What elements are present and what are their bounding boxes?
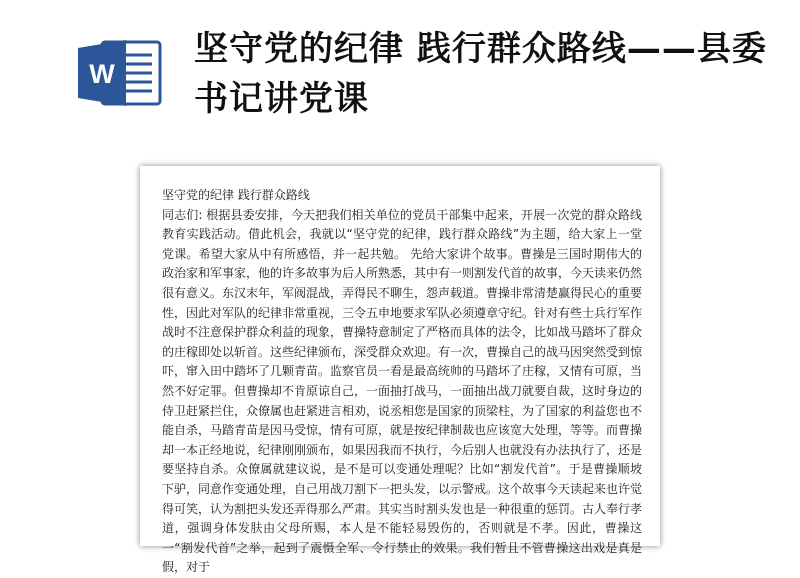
document-page — [140, 166, 660, 575]
page-title: 坚守党的纪律 践行群众路线——县委书记讲党课 — [194, 29, 767, 119]
document-content — [162, 186, 642, 578]
document-title: 坚守党的纪律 践行群众路线 — [162, 188, 310, 202]
word-document-icon — [78, 38, 164, 108]
word-icon-letter: W — [89, 59, 115, 89]
document-header — [0, 0, 800, 150]
document-body: 同志们: 根据县委安排，今天把我们相关单位的党员干部集中起来，开展一次党的群众路线教育实践活动。借此机会，我就以“坚守党的纪律，践行群众路线”为主题，给大家上一堂党课。希望大家从中有所感悟，并一起共勉。 先给大家讲个故事。曹操是三国时期伟大的政治家和军事家，他的许多故事为后人所熟悉，其中有一则割发代首的故事，今天读来仍然很有意义。东汉末年，军阀混战，弄得民不聊生，怨声载道。曹操非常清楚赢得民心的重要性，因此对军队的纪律非常重视，三令五申地要求军队必须遵章守纪。针对有些士兵行军作战时不注意保护群众利益的现象，曹操特意制定了严格而具体的法令，比如战马踏坏了群众的庄稼即处以斩首。这些纪律颁布，深受群众欢迎。有一次，曹操自己的战马因突然受到惊吓，窜入田中踏坏了几颗青苗。监察官员一看是最高统帅的马踏坏了庄稼，又情有可原，当然不好定罪。但曹操却不肯原谅自己，一面抽打战马，一面抽出战刀就要自裁，这时身边的侍卫赶紧拦住，众僚属也赶紧进言相劝，说丞相您是国家的顶梁柱，为了国家的利益您也不能自杀，马踏青苗是因马受惊，情有可原，就是按纪律制裁也应该宽大处理，等等。而曹操却一本正经地说，纪律刚刚颁布，如果因我而不执行，今后别人也就没有办法执行了，还是要坚持自杀。众僚属就建议说，是不是可以变通处理呢？比如“割发代首”。于是曹操顺坡下驴，同意作变通处理，自己用战刀割下一把头发，以示警戒。这个故事今天读起来也许觉得可笑，认为割把头发还弄得那么严肃。其实当时割头发也是一种很重的惩罚。古人奉行孝道，强调身体发肤由父母所赐，本人是不能轻易毁伤的，否则就是不孝。因此，曹操这一“割发代首”之举，起到了震慑全军、令行禁止的效果。我们暂且不管曹操这出戏是真是假，对于 — [162, 207, 643, 575]
